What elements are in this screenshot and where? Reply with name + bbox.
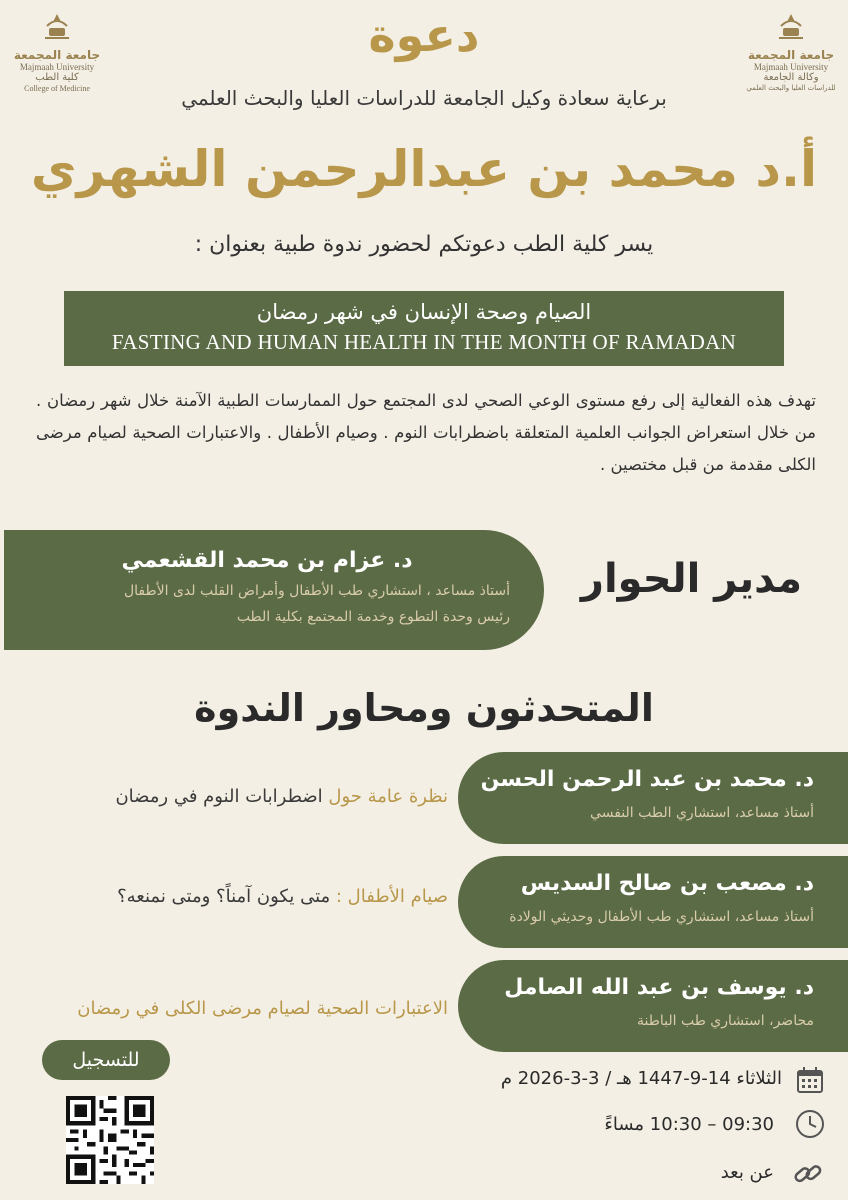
topic-highlight: صيام الأطفال : [335, 886, 448, 907]
speaker-name: د. محمد بن عبد الرحمن الحسن [480, 767, 814, 792]
logo-university-en: Majmaah University [19, 62, 95, 72]
speaker-topic [28, 998, 448, 1019]
patron-line: برعاية سعادة وكيل الجامعة للدراسات العليا والبحث العلمي [181, 86, 667, 110]
moderator-label: مدير الحوار [580, 556, 802, 602]
speaker-name: د. مصعب بن صالح السديس [520, 871, 814, 896]
link-icon [792, 1158, 824, 1190]
speaker-title: محاضر، استشاري طب الباطنة [636, 1013, 814, 1029]
symposium-title-en: FASTING AND HUMAN HEALTH IN THE MONTH OF RAMADAN [111, 330, 737, 354]
moderator-card [4, 530, 544, 650]
logo-vice-rectorate: وكالة الجامعة [763, 72, 819, 83]
speaker-name: د. يوسف بن عبد الله الصامل [504, 975, 814, 1000]
event-time: 09:30 – 10:30 مساءً [604, 1114, 774, 1135]
event-description: تهدف هذه الفعالية إلى رفع مستوى الوعي الصحي لدى المجتمع حول الممارسات الطبية الآمنة خلال شهر رمضان . من خلال استعراض الجوانب العلمية المتعلقة باضطرابات النوم . وصيام الأطفال . والاعتبارات الصحية لصيام مرضى الكلى مقدمة من قبل مختصين . [36, 391, 816, 474]
moderator-position: رئيس وحدة التطوع وخدمة المجتمع بكلية الطب [236, 609, 510, 625]
speaker-card [458, 960, 848, 1052]
intro-line: يسر كلية الطب دعوتكم لحضور ندوة طبية بعنوان : [194, 232, 654, 257]
moderator-title: أستاذ مساعد ، استشاري طب الأطفال وأمراض القلب لدى الأطفال [123, 583, 510, 599]
speaker-topic [28, 786, 448, 807]
logo-college-ar: كلية الطب [35, 72, 79, 83]
topic-text: اضطرابات النوم في رمضان [115, 786, 329, 807]
speaker-title: أستاذ مساعد، استشاري الطب النفسي [590, 805, 814, 821]
topic-highlight: الاعتبارات الصحية لصيام مرضى الكلى في رمضان [77, 998, 448, 1019]
registration-button[interactable]: للتسجيل [42, 1040, 170, 1080]
vice-rector-name: أ.د محمد بن عبدالرحمن الشهري [30, 140, 818, 198]
speaker-title: أستاذ مساعد، استشاري طب الأطفال وحديثي الولادة [509, 909, 814, 925]
speaker-topic [28, 886, 448, 907]
symposium-title-ar: الصيام وصحة الإنسان في شهر رمضان [256, 300, 592, 324]
logo-college-en: College of Medicine [24, 84, 90, 93]
invitation-title: دعوة [368, 8, 480, 62]
moderator-name: د. عزام بن محمد القشعمي [121, 548, 413, 573]
topic-text: متى يكون آمناً؟ ومتى نمنعه؟ [117, 886, 336, 907]
registration-qr-code[interactable] [66, 1096, 154, 1184]
speakers-section-title: المتحدثون ومحاور الندوة [194, 686, 654, 730]
event-mode: عن بعد [720, 1162, 774, 1183]
symposium-title-banner [64, 291, 784, 366]
clock-icon [794, 1108, 826, 1140]
logo-university-ar: جامعة المجمعة [13, 48, 101, 62]
topic-highlight: نظرة عامة حول [328, 786, 448, 807]
calendar-icon [794, 1064, 826, 1096]
event-date: الثلاثاء 14-9-1447 هـ / 3-3-2026 م [500, 1068, 782, 1089]
logo-university-en: Majmaah University [753, 62, 829, 72]
logo-university-ar: جامعة المجمعة [747, 48, 835, 62]
speaker-card [458, 752, 848, 844]
logo-vice-rectorate-sub: للدراسات العليا والبحث العلمي [746, 84, 836, 92]
speaker-card [458, 856, 848, 948]
